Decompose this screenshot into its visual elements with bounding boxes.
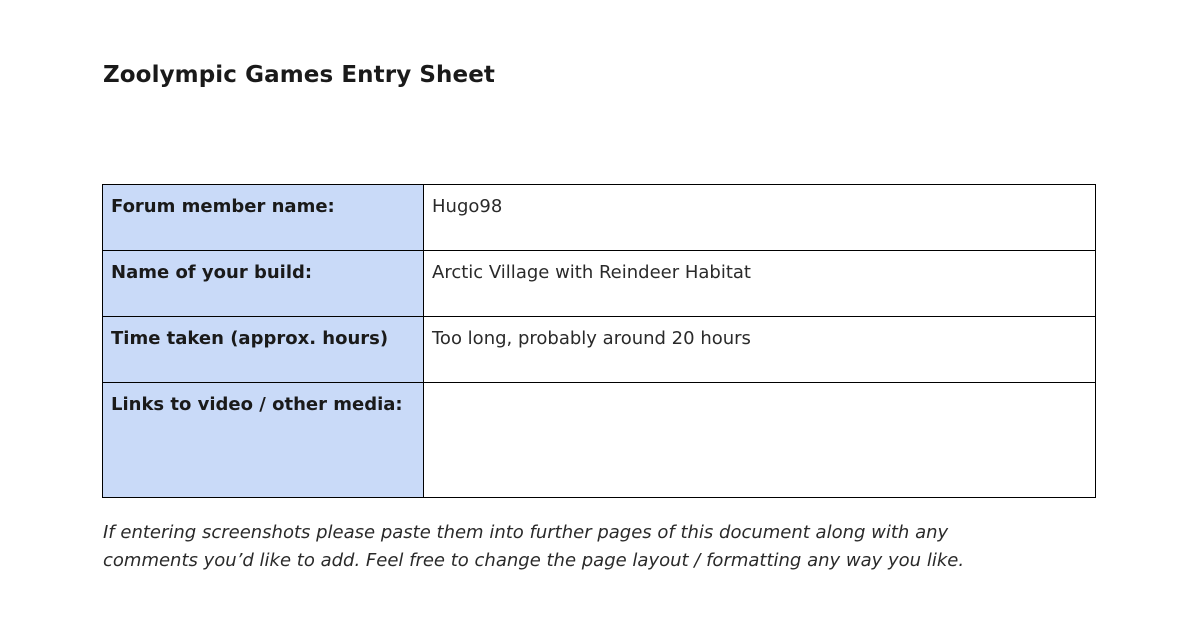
- instructions-note: [103, 519, 1103, 575]
- table-row-forum-member: [103, 185, 1096, 251]
- forum-member-value[interactable]: Hugo98: [424, 185, 1096, 251]
- instructions-line-2: comments you’d like to add. Feel free to change the page layout / formatting any way you like.: [103, 550, 965, 571]
- table-row-media-links: [103, 383, 1096, 498]
- page-title: Zoolympic Games Entry Sheet: [103, 62, 496, 88]
- forum-member-label: Forum member name:: [103, 185, 424, 251]
- table-row-time-taken: [103, 317, 1096, 383]
- instructions-line-1: If entering screenshots please paste them into further pages of this document along with any: [103, 522, 949, 543]
- build-name-label: Name of your build:: [103, 251, 424, 317]
- table-row-build-name: [103, 251, 1096, 317]
- time-taken-value[interactable]: Too long, probably around 20 hours: [424, 317, 1096, 383]
- time-taken-label: Time taken (approx. hours): [103, 317, 424, 383]
- entry-form-table: [102, 184, 1096, 498]
- media-links-label: Links to video / other media:: [103, 383, 424, 498]
- build-name-value[interactable]: Arctic Village with Reindeer Habitat: [424, 251, 1096, 317]
- media-links-value[interactable]: [424, 383, 1096, 498]
